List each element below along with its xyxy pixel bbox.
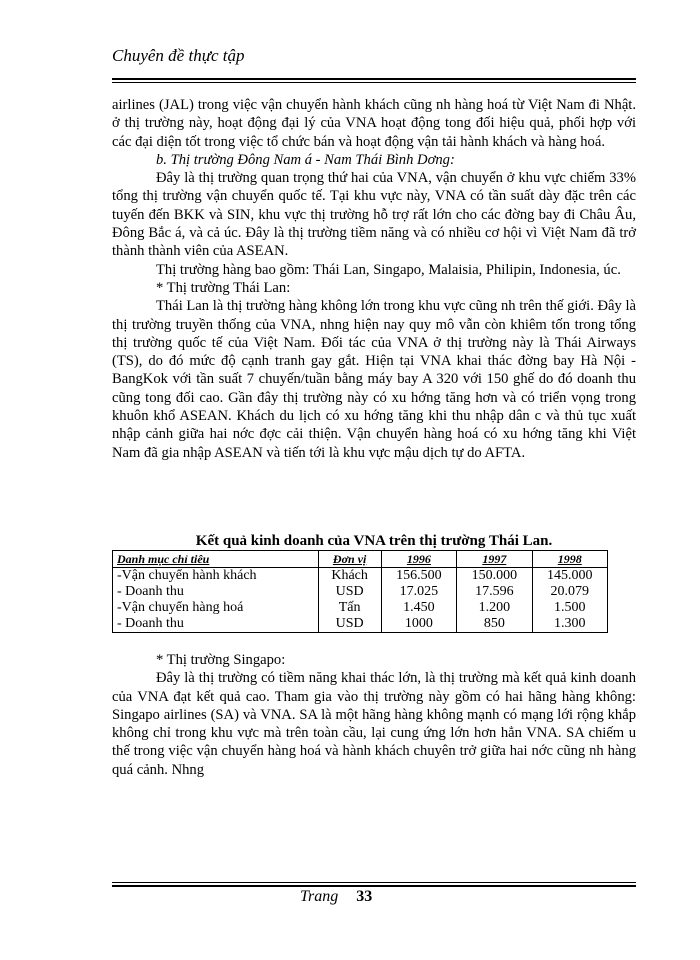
column-header-1997: 1997 [457, 550, 532, 567]
cell-unit: Tấn [318, 600, 381, 616]
table-row [113, 600, 608, 616]
cell-item: -Vận chuyển hàng hoá [113, 600, 319, 616]
results-table [112, 550, 608, 633]
table-header-row [113, 550, 608, 567]
paragraph: Thị trường hàng bao gồm: Thái Lan, Singapo, Malaisia, Philipin, Indonesia, úc. [156, 261, 621, 278]
cell-unit: USD [318, 584, 381, 600]
cell-1996: 1000 [381, 616, 456, 633]
column-header-1998: 1998 [532, 550, 607, 567]
cell-1996: 17.025 [381, 584, 456, 600]
column-header-item: Danh mục chỉ tiêu [113, 550, 319, 567]
section-heading: b. Thị trường Đông Nam á - Nam Thái Bình Dơng: [156, 151, 455, 168]
cell-1998: 20.079 [532, 584, 607, 600]
column-header-unit: Đơn vị [318, 550, 381, 567]
page-number: 33 [356, 888, 373, 905]
cell-1996: 1.450 [381, 600, 456, 616]
subsection-heading: * Thị trường Singapo: [156, 651, 286, 668]
spacer [112, 633, 636, 651]
paragraph: Thái Lan là thị trường hàng không lớn trong khu vực cũng nh trên thế giới. Đây là thị trường truyền thống của VNA, nhng hiện nay quy mô vẫn còn khiêm tốn trong tổng thị trường quốc tế của Việt Nam. Đối tác của VNA ở thị trường này là Thái Airways (TS), do đó mức độ cạnh tranh gay gắt. Hiện tại VNA khai thác đờng bay Hà Nội - BangKok với tần suất 7 chuyến/tuần bằng máy bay A 320 với 150 ghế do đó doanh thu cũng tong đối cao. Gần đây thị trường này có xu hớng tăng hơn và có triển vọng trong khuôn khổ ASEAN. Khách du lịch có xu hớng tăng khi thu nhập dân c và thủ tục xuất nhập cảnh giữa hai nớc đợc cải thiện. Vận chuyển hàng hoá có xu hớng tăng khi Việt Nam đã gia nhập ASEAN và tiến tới là khu vực mậu dịch tự do AFTA. [112, 298, 636, 461]
cell-1998: 1.300 [532, 616, 607, 633]
paragraph: airlines (JAL) trong việc vận chuyển hành khách cũng nh hàng hoá từ Việt Nam đi Nhật. ở thị trường này, hoạt động đại lý của VNA hoạt động tong đối hiệu quả, phối hợp với các đại diện tốt trong việc tổ chức bán và hoạt động vận tải hành khách và hàng hoá. [112, 97, 636, 150]
column-header-1996: 1996 [381, 550, 456, 567]
table-title: Kết quả kinh doanh của VNA trên thị trường Thái Lan. [195, 532, 553, 549]
cell-item: -Vận chuyển hành khách [113, 567, 319, 584]
table-row [113, 567, 608, 584]
cell-1997: 1.200 [457, 600, 532, 616]
spacer [112, 462, 636, 532]
cell-item: - Doanh thu [113, 584, 319, 600]
footer-rule-thin [112, 882, 636, 883]
cell-1998: 145.000 [532, 567, 607, 584]
cell-1997: 17.596 [457, 584, 532, 600]
cell-item: - Doanh thu [113, 616, 319, 633]
page-label: Trang [300, 888, 339, 905]
footer-rule [112, 885, 636, 887]
paragraph: Đây là thị trường quan trọng thứ hai của VNA, vận chuyển ở khu vực chiếm 33% tổng thị trường vận chuyển quốc tế. Tại khu vực này, VNA có tần suất dày đặc trên các tuyến đến BKK và SIN, khu vực thị trường hỗ trợ rất lớn cho các đờng bay đi Châu Âu, Đông Bắc á, và cả úc. Đây là thị trường tiềm năng và có nhiều cơ hội vì Việt Nam đã trở thành thành viên của ASEAN. [112, 170, 636, 260]
table-row [113, 616, 608, 633]
header-rule-thin [112, 82, 636, 83]
cell-1998: 1.500 [532, 600, 607, 616]
table-row [113, 584, 608, 600]
subsection-heading: * Thị trường Thái Lan: [156, 279, 291, 296]
cell-unit: Khách [318, 567, 381, 584]
header-rule [112, 78, 636, 80]
cell-1997: 150.000 [457, 567, 532, 584]
paragraph: Đây là thị trường có tiềm năng khai thác lớn, là thị trường mà kết quả kinh doanh của VNA đạt kết quả cao. Tham gia vào thị trường này gồm có hai hãng hàng không: Singapo airlines (SA) và VNA. SA là một hãng hàng không mạnh có mạng lới rộng khắp không chỉ trong khu vực mà trên toàn cầu, lại cung ứng lớn hơn hẳn VNA. SA chiếm u thế trong việc vận chuyển hàng hoá và hành khách chuyên trở giữa hai nớc cũng nh hàng quá cảnh. Nhng [112, 670, 636, 778]
document-body [112, 96, 636, 779]
page-header-title: Chuyên đề thực tập [112, 46, 245, 65]
cell-1996: 156.500 [381, 567, 456, 584]
page-footer [300, 887, 372, 907]
cell-1997: 850 [457, 616, 532, 633]
cell-unit: USD [318, 616, 381, 633]
